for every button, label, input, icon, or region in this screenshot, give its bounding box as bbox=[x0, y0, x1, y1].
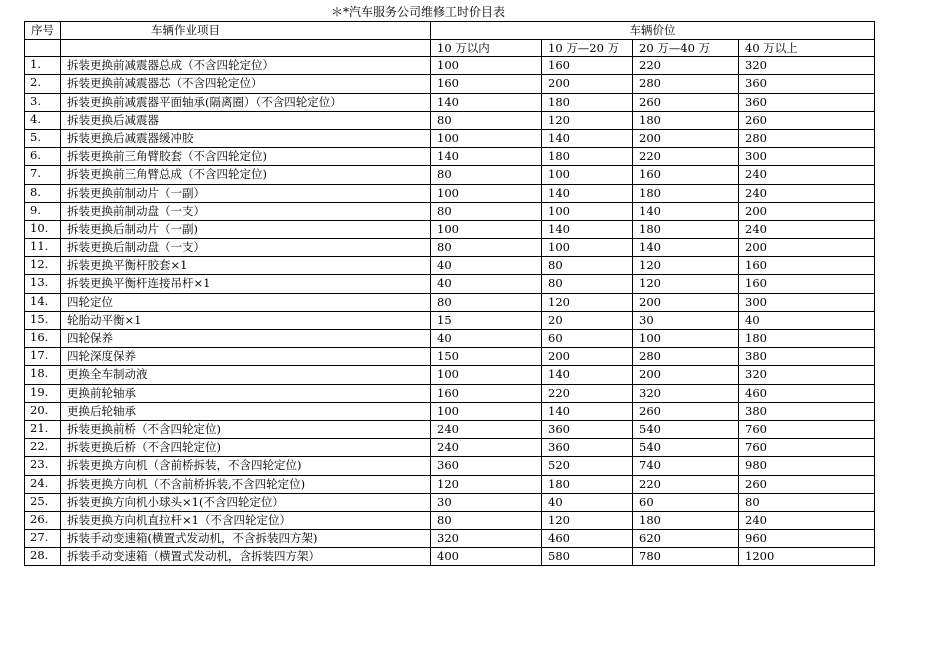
price-cell: 320 bbox=[739, 366, 875, 384]
price-cell: 80 bbox=[431, 111, 542, 129]
price-cell: 240 bbox=[739, 184, 875, 202]
price-cell: 360 bbox=[739, 93, 875, 111]
row-item: 拆装更换前减震器芯（不含四轮定位） bbox=[61, 75, 431, 93]
price-cell: 260 bbox=[739, 111, 875, 129]
row-index: 6. bbox=[25, 148, 61, 166]
row-index: 23. bbox=[25, 457, 61, 475]
price-cell: 220 bbox=[633, 475, 739, 493]
price-cell: 520 bbox=[542, 457, 633, 475]
row-index: 17. bbox=[25, 348, 61, 366]
item-header: 车辆作业项目 bbox=[61, 22, 431, 40]
price-cell: 100 bbox=[542, 202, 633, 220]
table-row bbox=[25, 275, 875, 293]
page-title: ＊*汽车服务公司维修工时价目表 bbox=[330, 5, 505, 19]
row-item: 轮胎动平衡×1 bbox=[61, 311, 431, 329]
price-cell: 320 bbox=[633, 384, 739, 402]
price-cell: 160 bbox=[739, 275, 875, 293]
price-cell: 140 bbox=[431, 148, 542, 166]
table-row bbox=[25, 129, 875, 147]
tier-header: 20 万—40 万 bbox=[633, 40, 739, 57]
price-cell: 160 bbox=[633, 166, 739, 184]
table-row bbox=[25, 202, 875, 220]
price-cell: 100 bbox=[431, 57, 542, 75]
price-table bbox=[24, 21, 875, 566]
price-cell: 100 bbox=[431, 184, 542, 202]
row-index: 5. bbox=[25, 129, 61, 147]
price-cell: 200 bbox=[542, 75, 633, 93]
price-cell: 240 bbox=[739, 220, 875, 238]
row-index: 7. bbox=[25, 166, 61, 184]
row-item: 拆装更换方向机（不含前桥拆装,不含四轮定位) bbox=[61, 475, 431, 493]
price-cell: 140 bbox=[542, 184, 633, 202]
price-cell: 360 bbox=[739, 75, 875, 93]
price-cell: 120 bbox=[542, 511, 633, 529]
price-cell: 160 bbox=[542, 57, 633, 75]
table-row bbox=[25, 384, 875, 402]
price-cell: 100 bbox=[431, 129, 542, 147]
table-row bbox=[25, 257, 875, 275]
table-row bbox=[25, 148, 875, 166]
table-row bbox=[25, 366, 875, 384]
price-cell: 260 bbox=[633, 402, 739, 420]
row-index: 15. bbox=[25, 311, 61, 329]
row-index: 13. bbox=[25, 275, 61, 293]
blank-cell bbox=[61, 40, 431, 57]
table-row bbox=[25, 475, 875, 493]
price-cell: 760 bbox=[739, 420, 875, 438]
row-index: 20. bbox=[25, 402, 61, 420]
price-cell: 220 bbox=[633, 57, 739, 75]
price-cell: 80 bbox=[431, 511, 542, 529]
row-index: 24. bbox=[25, 475, 61, 493]
tier-header: 10 万以内 bbox=[431, 40, 542, 57]
table-row bbox=[25, 239, 875, 257]
table-row bbox=[25, 111, 875, 129]
price-cell: 140 bbox=[542, 220, 633, 238]
price-cell: 120 bbox=[542, 293, 633, 311]
blank-cell bbox=[25, 40, 61, 57]
table-row bbox=[25, 311, 875, 329]
row-item: 四轮保养 bbox=[61, 330, 431, 348]
price-cell: 120 bbox=[431, 475, 542, 493]
index-header: 序号 bbox=[25, 22, 61, 40]
table-row bbox=[25, 166, 875, 184]
table-row bbox=[25, 493, 875, 511]
price-cell: 300 bbox=[739, 293, 875, 311]
price-cell: 200 bbox=[739, 202, 875, 220]
header-row bbox=[25, 22, 875, 40]
price-cell: 140 bbox=[633, 239, 739, 257]
price-cell: 380 bbox=[739, 348, 875, 366]
price-cell: 460 bbox=[542, 530, 633, 548]
price-cell: 100 bbox=[431, 366, 542, 384]
price-cell: 200 bbox=[633, 366, 739, 384]
price-cell: 180 bbox=[542, 148, 633, 166]
price-cell: 260 bbox=[739, 475, 875, 493]
price-cell: 30 bbox=[633, 311, 739, 329]
row-index: 16. bbox=[25, 330, 61, 348]
price-cell: 620 bbox=[633, 530, 739, 548]
row-index: 21. bbox=[25, 420, 61, 438]
row-index: 8. bbox=[25, 184, 61, 202]
row-index: 26. bbox=[25, 511, 61, 529]
price-cell: 200 bbox=[542, 348, 633, 366]
price-cell: 780 bbox=[633, 548, 739, 566]
row-item: 拆装更换前制动盘（一支） bbox=[61, 202, 431, 220]
price-cell: 40 bbox=[431, 257, 542, 275]
price-cell: 40 bbox=[431, 330, 542, 348]
price-cell: 140 bbox=[431, 93, 542, 111]
price-cell: 280 bbox=[633, 348, 739, 366]
price-cell: 280 bbox=[739, 129, 875, 147]
price-cell: 180 bbox=[633, 511, 739, 529]
row-item: 拆装手动变速箱（横置式发动机，含拆装四方架） bbox=[61, 548, 431, 566]
price-cell: 220 bbox=[542, 384, 633, 402]
price-cell: 240 bbox=[431, 420, 542, 438]
price-cell: 360 bbox=[542, 439, 633, 457]
row-item: 拆装更换方向机（含前桥拆装，不含四轮定位) bbox=[61, 457, 431, 475]
row-item: 拆装更换后减震器缓冲胶 bbox=[61, 129, 431, 147]
table-row bbox=[25, 511, 875, 529]
row-index: 22. bbox=[25, 439, 61, 457]
price-cell: 150 bbox=[431, 348, 542, 366]
price-cell: 100 bbox=[431, 220, 542, 238]
price-cell: 320 bbox=[431, 530, 542, 548]
row-index: 9. bbox=[25, 202, 61, 220]
price-cell: 40 bbox=[431, 275, 542, 293]
price-cell: 300 bbox=[739, 148, 875, 166]
row-index: 11. bbox=[25, 239, 61, 257]
row-item: 拆装更换前桥（不含四轮定位) bbox=[61, 420, 431, 438]
price-cell: 540 bbox=[633, 439, 739, 457]
row-item: 四轮深度保养 bbox=[61, 348, 431, 366]
row-item: 拆装更换前减震器平面轴承(隔离圈）（不含四轮定位） bbox=[61, 93, 431, 111]
price-cell: 80 bbox=[431, 202, 542, 220]
price-cell: 980 bbox=[739, 457, 875, 475]
table-row bbox=[25, 348, 875, 366]
price-cell: 180 bbox=[633, 111, 739, 129]
price-cell: 30 bbox=[431, 493, 542, 511]
price-cell: 320 bbox=[739, 57, 875, 75]
price-cell: 180 bbox=[542, 93, 633, 111]
table-row bbox=[25, 93, 875, 111]
price-cell: 280 bbox=[633, 75, 739, 93]
price-cell: 140 bbox=[542, 129, 633, 147]
table-row bbox=[25, 402, 875, 420]
row-item: 四轮定位 bbox=[61, 293, 431, 311]
price-cell: 140 bbox=[633, 202, 739, 220]
row-item: 拆装更换后减震器 bbox=[61, 111, 431, 129]
table-row bbox=[25, 420, 875, 438]
row-item: 拆装更换平衡杆连接吊杆×1 bbox=[61, 275, 431, 293]
price-cell: 40 bbox=[542, 493, 633, 511]
row-index: 14. bbox=[25, 293, 61, 311]
price-cell: 180 bbox=[739, 330, 875, 348]
row-index: 3. bbox=[25, 93, 61, 111]
tier-header: 10 万—20 万 bbox=[542, 40, 633, 57]
price-cell: 380 bbox=[739, 402, 875, 420]
price-cell: 100 bbox=[431, 402, 542, 420]
table-row bbox=[25, 220, 875, 238]
price-cell: 220 bbox=[633, 148, 739, 166]
price-cell: 740 bbox=[633, 457, 739, 475]
price-cell: 140 bbox=[542, 402, 633, 420]
row-index: 2. bbox=[25, 75, 61, 93]
price-cell: 40 bbox=[739, 311, 875, 329]
price-cell: 200 bbox=[633, 293, 739, 311]
row-item: 拆装更换前三角臂胶套（不含四轮定位) bbox=[61, 148, 431, 166]
row-index: 28. bbox=[25, 548, 61, 566]
row-item: 拆装更换平衡杆胶套×1 bbox=[61, 257, 431, 275]
price-cell: 160 bbox=[431, 75, 542, 93]
row-index: 10. bbox=[25, 220, 61, 238]
price-cell: 160 bbox=[431, 384, 542, 402]
row-item: 更换全车制动液 bbox=[61, 366, 431, 384]
row-index: 12. bbox=[25, 257, 61, 275]
row-item: 拆装更换前减震器总成（不含四轮定位） bbox=[61, 57, 431, 75]
price-cell: 100 bbox=[633, 330, 739, 348]
table-row bbox=[25, 530, 875, 548]
price-cell: 60 bbox=[542, 330, 633, 348]
row-index: 1. bbox=[25, 57, 61, 75]
price-cell: 100 bbox=[542, 166, 633, 184]
table-row bbox=[25, 330, 875, 348]
table-row bbox=[25, 439, 875, 457]
tier-header-row bbox=[25, 40, 875, 57]
price-cell: 200 bbox=[739, 239, 875, 257]
table-row bbox=[25, 457, 875, 475]
price-cell: 180 bbox=[542, 475, 633, 493]
price-cell: 80 bbox=[431, 239, 542, 257]
row-item: 更换后轮轴承 bbox=[61, 402, 431, 420]
price-cell: 460 bbox=[739, 384, 875, 402]
price-cell: 120 bbox=[633, 275, 739, 293]
price-cell: 240 bbox=[739, 166, 875, 184]
price-cell: 80 bbox=[431, 166, 542, 184]
table-row bbox=[25, 548, 875, 566]
price-cell: 1200 bbox=[739, 548, 875, 566]
price-cell: 360 bbox=[431, 457, 542, 475]
table-row bbox=[25, 184, 875, 202]
price-cell: 160 bbox=[739, 257, 875, 275]
price-cell: 60 bbox=[633, 493, 739, 511]
price-cell: 260 bbox=[633, 93, 739, 111]
row-index: 4. bbox=[25, 111, 61, 129]
table-row bbox=[25, 293, 875, 311]
price-cell: 400 bbox=[431, 548, 542, 566]
tier-header: 40 万以上 bbox=[739, 40, 875, 57]
row-index: 18. bbox=[25, 366, 61, 384]
price-cell: 200 bbox=[633, 129, 739, 147]
price-cell: 120 bbox=[633, 257, 739, 275]
row-item: 拆装更换前制动片（一副） bbox=[61, 184, 431, 202]
price-cell: 240 bbox=[431, 439, 542, 457]
table-row bbox=[25, 57, 875, 75]
price-cell: 140 bbox=[542, 366, 633, 384]
price-cell: 80 bbox=[739, 493, 875, 511]
row-index: 19. bbox=[25, 384, 61, 402]
price-cell: 120 bbox=[542, 111, 633, 129]
price-cell: 580 bbox=[542, 548, 633, 566]
row-item: 拆装更换后制动盘（一支） bbox=[61, 239, 431, 257]
price-cell: 960 bbox=[739, 530, 875, 548]
row-item: 拆装更换后制动片（一副) bbox=[61, 220, 431, 238]
row-item: 拆装更换后桥（不含四轮定位) bbox=[61, 439, 431, 457]
row-item: 拆装手动变速箱(横置式发动机，不含拆装四方架) bbox=[61, 530, 431, 548]
row-item: 拆装更换方向机小球头×1(不含四轮定位） bbox=[61, 493, 431, 511]
price-cell: 180 bbox=[633, 184, 739, 202]
row-index: 25. bbox=[25, 493, 61, 511]
table-row bbox=[25, 75, 875, 93]
price-cell: 80 bbox=[542, 257, 633, 275]
price-cell: 540 bbox=[633, 420, 739, 438]
price-cell: 180 bbox=[633, 220, 739, 238]
row-index: 27. bbox=[25, 530, 61, 548]
price-cell: 80 bbox=[431, 293, 542, 311]
price-group-header: 车辆价位 bbox=[431, 22, 875, 40]
price-cell: 240 bbox=[739, 511, 875, 529]
row-item: 拆装更换前三角臂总成（不含四轮定位) bbox=[61, 166, 431, 184]
row-item: 更换前轮轴承 bbox=[61, 384, 431, 402]
price-cell: 100 bbox=[542, 239, 633, 257]
row-item: 拆装更换方向机直拉杆×1（不含四轮定位） bbox=[61, 511, 431, 529]
price-cell: 15 bbox=[431, 311, 542, 329]
price-cell: 360 bbox=[542, 420, 633, 438]
price-cell: 80 bbox=[542, 275, 633, 293]
price-cell: 760 bbox=[739, 439, 875, 457]
price-cell: 20 bbox=[542, 311, 633, 329]
